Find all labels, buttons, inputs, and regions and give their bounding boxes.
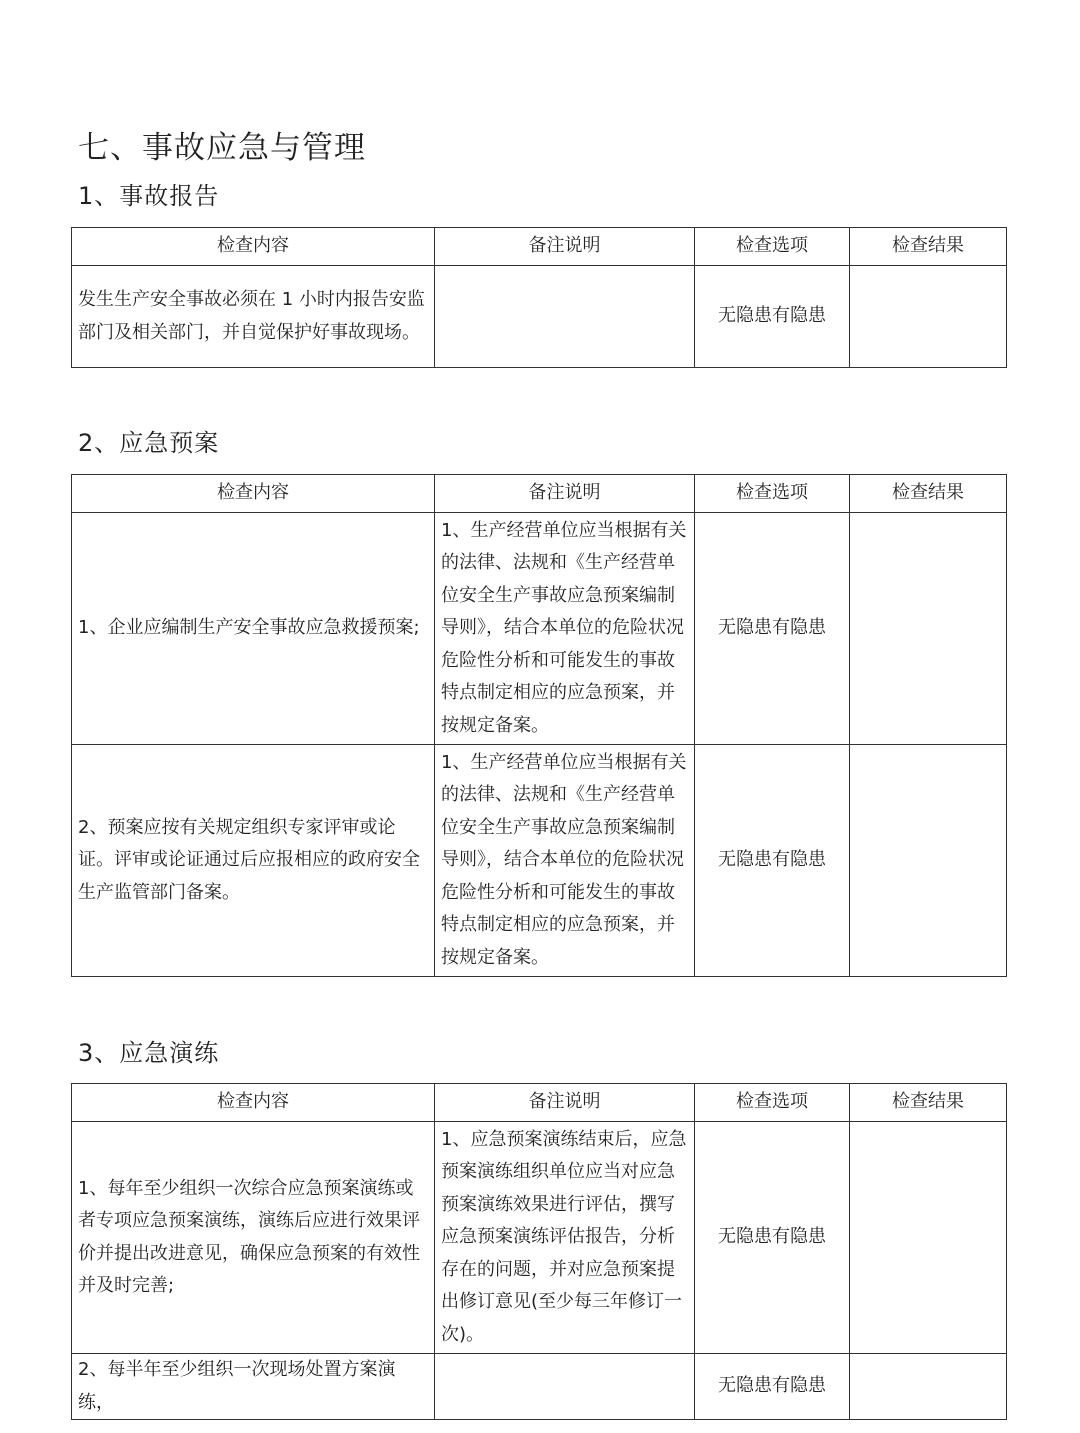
section-title-emergency-drill: 3、应急演练 [78, 1039, 220, 1067]
check-content: 2、每半年至少组织一次现场处置方案演练， [72, 1354, 435, 1420]
header-note: 备注说明 [435, 475, 695, 513]
header-note: 备注说明 [435, 228, 695, 266]
check-option[interactable]: 无隐患有隐患 [695, 1354, 850, 1420]
check-option[interactable]: 无隐患有隐患 [695, 513, 850, 745]
check-result[interactable] [850, 1122, 1007, 1354]
emergency-drill-table [71, 1083, 1007, 1420]
check-option[interactable]: 无隐患有隐患 [695, 745, 850, 977]
check-content: 1、企业应编制生产安全事故应急救援预案; [72, 513, 435, 745]
table-row [72, 1354, 1007, 1420]
table-header-row [72, 475, 1007, 513]
check-content: 1、每年至少组织一次综合应急预案演练或者专项应急预案演练，演练后应进行效果评价并提出改进意见，确保应急预案的有效性并及时完善; [72, 1122, 435, 1354]
table-header-row [72, 1084, 1007, 1122]
check-result[interactable] [850, 1354, 1007, 1420]
note-text: 1、生产经营单位应当根据有关的法律、法规和《生产经营单位安全生产事故应急预案编制导则》，结合本单位的危险状况危险性分析和可能发生的事故特点制定相应的应急预案，并按规定备案。 [435, 745, 695, 977]
check-content: 2、预案应按有关规定组织专家评审或论证。评审或论证通过后应报相应的政府安全生产监管部门备案。 [72, 745, 435, 977]
check-content: 发生生产安全事故必须在 1 小时内报告安监部门及相关部门，并自觉保护好事故现场。 [72, 266, 435, 368]
header-result: 检查结果 [850, 475, 1007, 513]
header-result: 检查结果 [850, 228, 1007, 266]
header-option: 检查选项 [695, 228, 850, 266]
header-content: 检查内容 [72, 475, 435, 513]
header-note: 备注说明 [435, 1084, 695, 1122]
check-result[interactable] [850, 266, 1007, 368]
note-text: 1、生产经营单位应当根据有关的法律、法规和《生产经营单位安全生产事故应急预案编制导则》，结合本单位的危险状况危险性分析和可能发生的事故特点制定相应的应急预案，并按规定备案。 [435, 513, 695, 745]
accident-report-table [71, 227, 1007, 368]
header-option: 检查选项 [695, 475, 850, 513]
note-text [435, 266, 695, 368]
note-text [435, 1354, 695, 1420]
page-title: 七、事故应急与管理 [78, 130, 366, 166]
check-option[interactable]: 无隐患有隐患 [695, 266, 850, 368]
table-header-row [72, 228, 1007, 266]
table-row [72, 1122, 1007, 1354]
check-result[interactable] [850, 745, 1007, 977]
emergency-plan-table [71, 474, 1007, 977]
table-row [72, 745, 1007, 977]
header-option: 检查选项 [695, 1084, 850, 1122]
table-row [72, 266, 1007, 368]
section-title-accident-report: 1、事故报告 [78, 182, 220, 210]
header-result: 检查结果 [850, 1084, 1007, 1122]
check-option[interactable]: 无隐患有隐患 [695, 1122, 850, 1354]
table-row [72, 513, 1007, 745]
header-content: 检查内容 [72, 228, 435, 266]
note-text: 1、应急预案演练结束后，应急预案演练组织单位应当对应急预案演练效果进行评估，撰写应急预案演练评估报告，分析存在的问题，并对应急预案提出修订意见(至少每三年修订一次)。 [435, 1122, 695, 1354]
header-content: 检查内容 [72, 1084, 435, 1122]
check-result[interactable] [850, 513, 1007, 745]
section-title-emergency-plan: 2、应急预案 [78, 429, 220, 457]
